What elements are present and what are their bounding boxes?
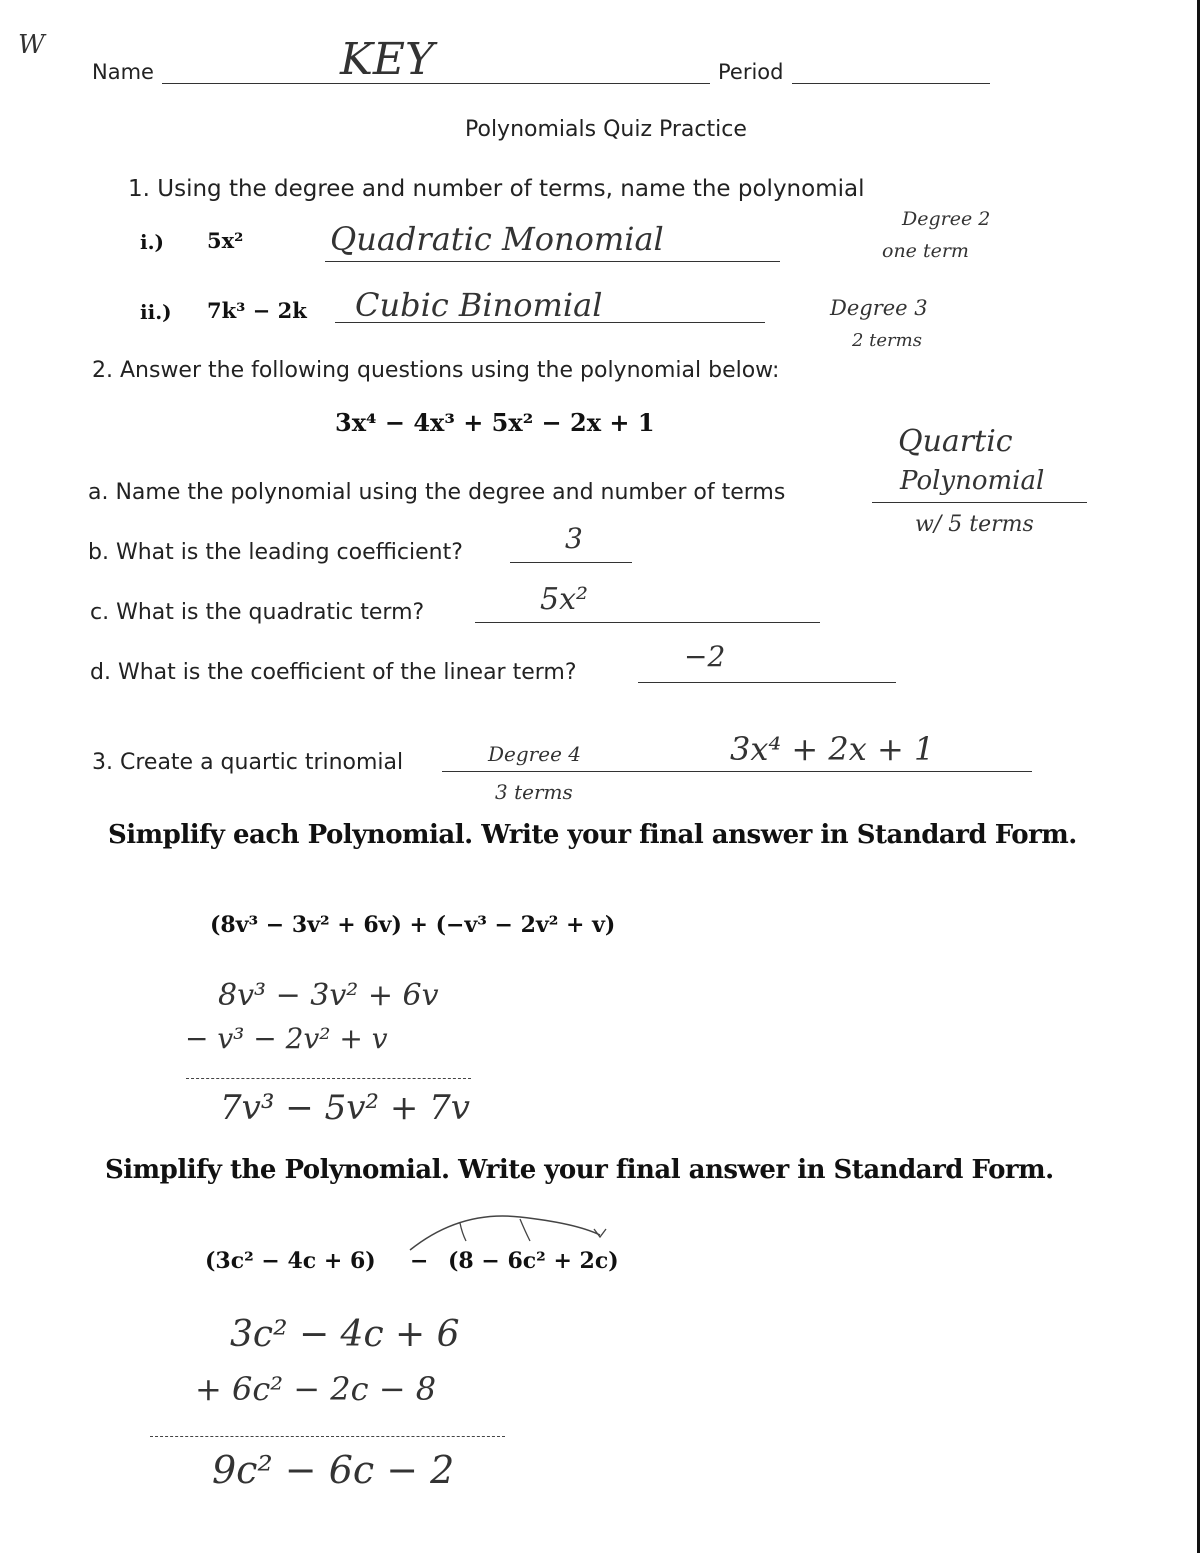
q1-i-note-terms: one term — [882, 240, 969, 262]
period-line — [792, 83, 990, 84]
q1-ii-answer: Cubic Binomial — [355, 286, 603, 324]
q2-prompt: 2. Answer the following questions using the polynomial below: — [92, 358, 780, 383]
section2-problem-operator: − — [410, 1248, 429, 1274]
section2-sum-line — [150, 1436, 505, 1437]
name-value: KEY — [340, 34, 435, 85]
q2a-answer-line — [872, 502, 1087, 503]
section2-heading: Simplify the Polynomial. Write your final answer in Standard Form. — [105, 1155, 1054, 1185]
q2-polynomial: 3x⁴ − 4x³ + 5x² − 2x + 1 — [335, 408, 655, 437]
corner-mark: W — [18, 30, 45, 60]
q2c-prompt: c. What is the quadratic term? — [90, 600, 425, 625]
section1-result: 7v³ − 5v² + 7v — [220, 1088, 470, 1128]
q2b-answer: 3 — [565, 522, 583, 555]
q2c-answer-line — [475, 622, 820, 623]
q1-i-answer: Quadratic Monomial — [330, 220, 664, 258]
q1-ii-label: ii.) — [140, 300, 172, 324]
section1-work-line1: 8v³ − 3v² + 6v — [218, 978, 439, 1013]
section2-problem-right: (8 − 6c² + 2c) — [448, 1248, 619, 1274]
q2d-answer: −2 — [684, 640, 726, 673]
section2-work-line2: + 6c² − 2c − 8 — [195, 1370, 437, 1408]
section1-sum-line — [186, 1078, 471, 1079]
q3-note-terms: 3 terms — [495, 780, 573, 804]
q1-ii-expression: 7k³ − 2k — [207, 298, 307, 323]
period-label: Period — [718, 60, 784, 84]
q1-prompt: 1. Using the degree and number of terms, name the polynomial — [128, 176, 865, 202]
q2b-answer-line — [510, 562, 632, 563]
q1-i-label: i.) — [140, 230, 165, 254]
page-title: Polynomials Quiz Practice — [465, 117, 747, 142]
section1-problem: (8v³ − 3v² + 6v) + (−v³ − 2v² + v) — [210, 912, 616, 938]
name-label: Name — [92, 60, 154, 84]
section2-work-line1: 3c² − 4c + 6 — [230, 1314, 460, 1355]
section1-work-line2: − v³ − 2v² + v — [185, 1022, 388, 1055]
q1-ii-note-terms: 2 terms — [852, 330, 922, 351]
q2c-answer: 5x² — [540, 582, 589, 617]
q2a-answer-line2: Polynomial — [900, 466, 1045, 496]
q3-answer-line — [442, 771, 1032, 772]
section2-result: 9c² − 6c − 2 — [212, 1448, 455, 1492]
q1-i-note-degree: Degree 2 — [902, 208, 991, 230]
q3-answer: 3x⁴ + 2x + 1 — [730, 730, 935, 768]
q1-ii-note-degree: Degree 3 — [830, 296, 928, 320]
section2-problem-left: (3c² − 4c + 6) — [205, 1248, 376, 1274]
q3-note-degree: Degree 4 — [488, 742, 581, 766]
q1-i-expression: 5x² — [207, 228, 244, 253]
q2d-prompt: d. What is the coefficient of the linear term? — [90, 660, 577, 685]
q2b-prompt: b. What is the leading coefficient? — [88, 540, 463, 565]
q2d-answer-line — [638, 682, 896, 683]
q2a-answer-line3: w/ 5 terms — [915, 512, 1034, 537]
section1-heading: Simplify each Polynomial. Write your final answer in Standard Form. — [108, 820, 1077, 850]
q3-prompt: 3. Create a quartic trinomial — [92, 750, 404, 775]
q2a-answer-line1: Quartic — [898, 424, 1013, 459]
distribution-arrows — [400, 1205, 620, 1255]
q2a-prompt: a. Name the polynomial using the degree and number of terms — [88, 480, 786, 505]
q1-i-answer-line — [325, 261, 780, 262]
name-line — [162, 83, 710, 84]
